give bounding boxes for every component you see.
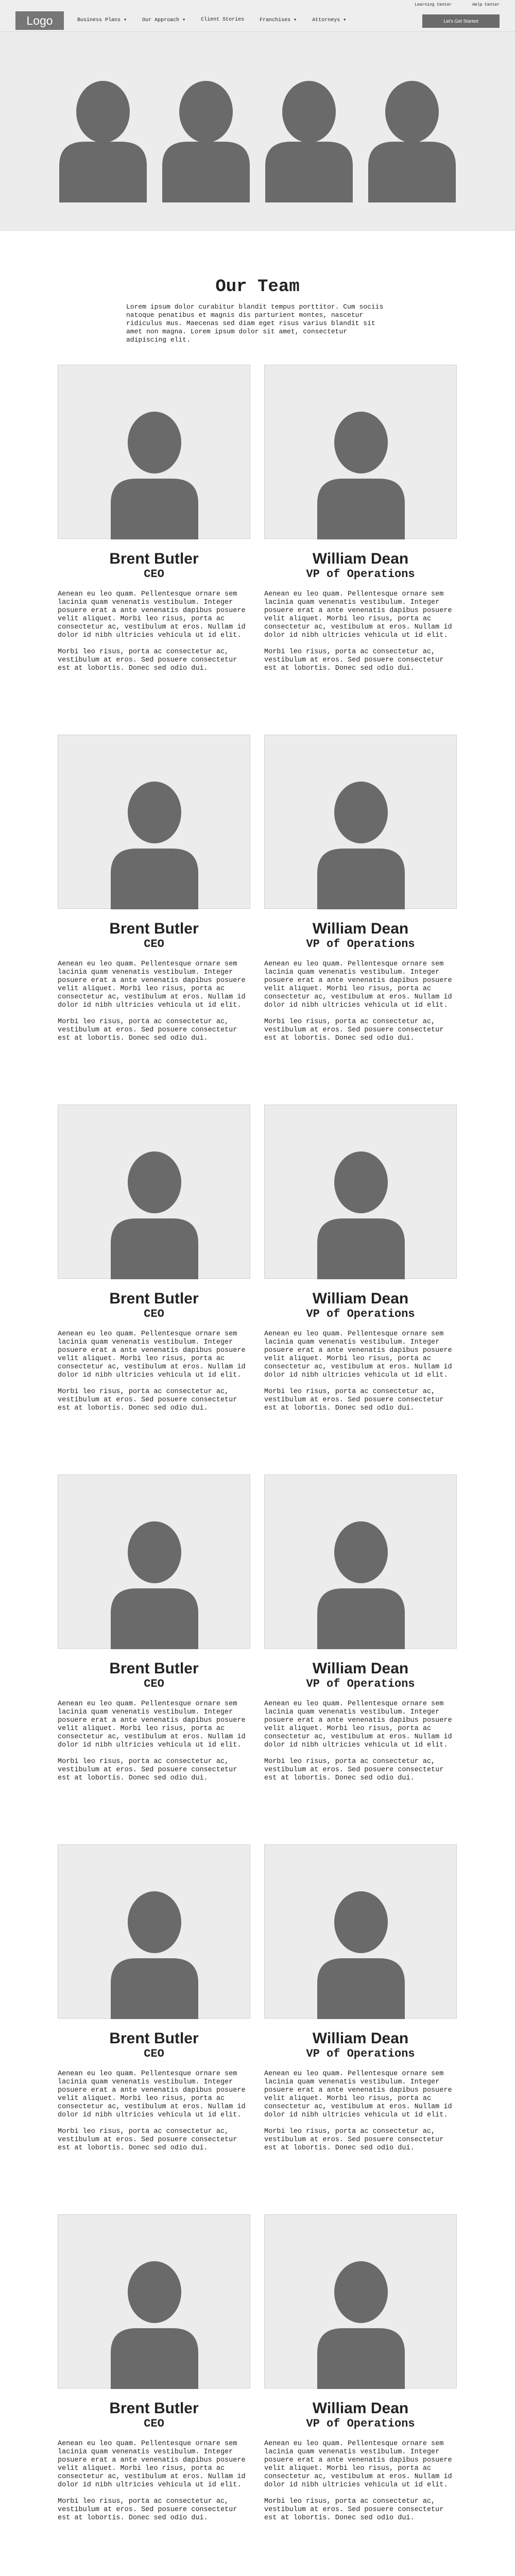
team-row	[0, 1105, 515, 1475]
member-bio	[58, 1330, 250, 1413]
team-member-card	[264, 1475, 457, 1783]
member-bio	[58, 2440, 250, 2522]
team-silhouettes-image	[59, 81, 456, 202]
bio-paragraph: Aenean eu leo quam. Pellentesque ornare sem lacinia quam venenatis vestibulum. Integer posuere erat a ante venenatis dapibus posuere velit aliquet. Morbi leo risus, porta ac consectetur ac, vestibulum at eros. Nullam id dolor id nibh ultricies vehicula ut id elit.	[264, 960, 452, 1009]
page-title: Our Team	[215, 277, 300, 297]
member-role: VP of Operations	[306, 1677, 415, 1690]
team-member-card	[264, 1844, 457, 2153]
member-bio	[58, 960, 250, 1043]
team-row	[0, 365, 515, 735]
member-bio	[264, 2440, 457, 2522]
member-bio	[58, 590, 250, 673]
team-row	[0, 735, 515, 1105]
bio-paragraph: Morbi leo risus, porta ac consectetur ac, vestibulum at eros. Sed posuere consectetur est at lobortis. Donec sed odio dui.	[264, 1388, 444, 1412]
person-body-icon	[368, 142, 456, 202]
hero-banner	[0, 32, 515, 231]
member-name: William Dean	[312, 920, 409, 937]
member-name: William Dean	[312, 1290, 409, 1307]
member-name: Brent Butler	[109, 2030, 199, 2047]
member-bio	[58, 2070, 250, 2153]
team-row	[0, 2214, 515, 2576]
person-silhouette-icon	[58, 1105, 251, 1279]
member-bio	[264, 960, 457, 1043]
bio-paragraph: Aenean eu leo quam. Pellentesque ornare sem lacinia quam venenatis vestibulum. Integer posuere erat a ante venenatis dapibus posuere velit aliquet. Morbi leo risus, porta ac consectetur ac, vestibulum at eros. Nullam id dolor id nibh ultricies vehicula ut id elit.	[58, 2440, 246, 2489]
person-head-icon	[76, 81, 130, 143]
bio-paragraph: Morbi leo risus, porta ac consectetur ac, vestibulum at eros. Sed posuere consectetur est at lobortis. Donec sed odio dui.	[264, 648, 444, 672]
bio-paragraph: Aenean eu leo quam. Pellentesque ornare sem lacinia quam venenatis vestibulum. Integer posuere erat a ante venenatis dapibus posuere velit aliquet. Morbi leo risus, porta ac consectetur ac, vestibulum at eros. Nullam id dolor id nibh ultricies vehicula ut id elit.	[58, 590, 246, 639]
member-role: CEO	[144, 938, 164, 951]
member-photo	[58, 1105, 250, 1279]
member-bio	[58, 1700, 250, 1783]
member-photo	[58, 1475, 250, 1649]
bio-paragraph: Aenean eu leo quam. Pellentesque ornare sem lacinia quam venenatis vestibulum. Integer posuere erat a ante venenatis dapibus posuere velit aliquet. Morbi leo risus, porta ac consectetur ac, vestibulum at eros. Nullam id dolor id nibh ultricies vehicula ut id elit.	[58, 960, 246, 1009]
bio-paragraph: Aenean eu leo quam. Pellentesque ornare sem lacinia quam venenatis vestibulum. Integer posuere erat a ante venenatis dapibus posuere velit aliquet. Morbi leo risus, porta ac consectetur ac, vestibulum at eros. Nullam id dolor id nibh ultricies vehicula ut id elit.	[58, 2070, 246, 2119]
nav-client-stories[interactable]	[201, 17, 244, 23]
member-name: William Dean	[312, 550, 409, 567]
nav-our-approach[interactable]	[142, 17, 185, 23]
intro-text: Lorem ipsum dolor curabitur blandit tempus porttitor. Cum sociis natoque penatibus et magnis dis parturient montes, nascetur ridiculus mus. Maecenas sed diam eget risus varius blandit sit amet non magna. Lorem ipsum dolor sit amet, consectetur adipiscing elit.	[126, 303, 384, 344]
nav-label: Our Approach	[142, 18, 180, 23]
member-photo	[264, 1475, 457, 1649]
person-silhouette-icon	[265, 1845, 457, 2019]
bio-paragraph: Morbi leo risus, porta ac consectetur ac, vestibulum at eros. Sed posuere consectetur est at lobortis. Donec sed odio dui.	[58, 648, 237, 672]
member-name: William Dean	[312, 2400, 409, 2417]
bio-paragraph: Aenean eu leo quam. Pellentesque ornare sem lacinia quam venenatis vestibulum. Integer posuere erat a ante venenatis dapibus posuere velit aliquet. Morbi leo risus, porta ac consectetur ac, vestibulum at eros. Nullam id dolor id nibh ultricies vehicula ut id elit.	[264, 2440, 452, 2489]
person-silhouette-icon	[265, 365, 457, 539]
person-silhouette-icon	[265, 1475, 457, 1649]
member-photo	[264, 735, 457, 909]
team-row	[0, 1844, 515, 2214]
member-photo	[264, 1844, 457, 2019]
member-bio	[264, 590, 457, 673]
utility-links	[415, 3, 500, 7]
member-photo	[58, 365, 250, 539]
person-silhouette-icon	[265, 2215, 457, 2389]
bio-paragraph: Aenean eu leo quam. Pellentesque ornare sem lacinia quam venenatis vestibulum. Integer posuere erat a ante venenatis dapibus posuere velit aliquet. Morbi leo risus, porta ac consectetur ac, vestibulum at eros. Nullam id dolor id nibh ultricies vehicula ut id elit.	[58, 1330, 246, 1379]
site-header	[0, 0, 515, 32]
nav-label: Client Stories	[201, 17, 245, 23]
person-head-icon	[385, 81, 439, 143]
bio-paragraph: Morbi leo risus, porta ac consectetur ac, vestibulum at eros. Sed posuere consectetur est at lobortis. Donec sed odio dui.	[58, 1758, 237, 1782]
main-nav	[77, 17, 362, 23]
member-name: Brent Butler	[109, 550, 199, 567]
member-role: VP of Operations	[306, 568, 415, 581]
bio-paragraph: Aenean eu leo quam. Pellentesque ornare sem lacinia quam venenatis vestibulum. Integer posuere erat a ante venenatis dapibus posuere velit aliquet. Morbi leo risus, porta ac consectetur ac, vestibulum at eros. Nullam id dolor id nibh ultricies vehicula ut id elit.	[264, 1700, 452, 1749]
team-member-card	[58, 735, 250, 1043]
person-body-icon	[162, 142, 250, 202]
team-member-card	[58, 1844, 250, 2153]
team-member-card	[264, 1105, 457, 1413]
nav-franchises[interactable]	[260, 17, 297, 23]
person-silhouette-icon	[58, 365, 251, 539]
team-row	[0, 1475, 515, 1844]
member-role: CEO	[144, 568, 164, 581]
chevron-down-icon: ▾	[124, 18, 127, 23]
member-role: VP of Operations	[306, 1308, 415, 1320]
chevron-down-icon: ▾	[343, 18, 347, 23]
site-logo[interactable]: Logo	[15, 11, 64, 30]
bio-paragraph: Morbi leo risus, porta ac consectetur ac, vestibulum at eros. Sed posuere consectetur est at lobortis. Donec sed odio dui.	[58, 2128, 237, 2152]
member-photo	[58, 1844, 250, 2019]
person-silhouette-icon	[265, 1105, 457, 1279]
team-intro	[0, 231, 515, 365]
member-photo	[264, 1105, 457, 1279]
nav-label: Franchises	[260, 18, 291, 23]
bio-paragraph: Aenean eu leo quam. Pellentesque ornare sem lacinia quam venenatis vestibulum. Integer posuere erat a ante venenatis dapibus posuere velit aliquet. Morbi leo risus, porta ac consectetur ac, vestibulum at eros. Nullam id dolor id nibh ultricies vehicula ut id elit.	[264, 2070, 452, 2119]
person-silhouette-icon	[265, 735, 457, 909]
nav-label: Business Plans	[77, 18, 121, 23]
bio-paragraph: Morbi leo risus, porta ac consectetur ac, vestibulum at eros. Sed posuere consectetur est at lobortis. Donec sed odio dui.	[264, 2498, 444, 2522]
bio-paragraph: Morbi leo risus, porta ac consectetur ac, vestibulum at eros. Sed posuere consectetur est at lobortis. Donec sed odio dui.	[264, 1018, 444, 1042]
bio-paragraph: Aenean eu leo quam. Pellentesque ornare sem lacinia quam venenatis vestibulum. Integer posuere erat a ante venenatis dapibus posuere velit aliquet. Morbi leo risus, porta ac consectetur ac, vestibulum at eros. Nullam id dolor id nibh ultricies vehicula ut id elit.	[264, 590, 452, 639]
member-photo	[58, 735, 250, 909]
team-member-card	[264, 365, 457, 673]
chevron-down-icon: ▾	[182, 18, 186, 23]
person-body-icon	[59, 142, 147, 202]
member-photo	[58, 2214, 250, 2388]
member-name: Brent Butler	[109, 2400, 199, 2417]
chevron-down-icon: ▾	[294, 18, 297, 23]
person-silhouette-icon	[58, 735, 251, 909]
member-role: CEO	[144, 1677, 164, 1690]
bio-paragraph: Morbi leo risus, porta ac consectetur ac, vestibulum at eros. Sed posuere consectetur est at lobortis. Donec sed odio dui.	[264, 2128, 444, 2152]
member-role: VP of Operations	[306, 938, 415, 951]
member-role: CEO	[144, 1308, 164, 1320]
member-photo	[264, 365, 457, 539]
team-member-card	[58, 2214, 250, 2522]
member-role: CEO	[144, 2047, 164, 2060]
member-name: William Dean	[312, 1660, 409, 1677]
member-bio	[264, 1330, 457, 1413]
member-bio	[264, 1700, 457, 1783]
team-member-card	[264, 735, 457, 1043]
member-name: William Dean	[312, 2030, 409, 2047]
person-body-icon	[265, 142, 353, 202]
team-member-card	[264, 2214, 457, 2522]
nav-attorneys[interactable]	[312, 17, 346, 23]
learning-center-link[interactable]: Learning Center	[415, 3, 452, 7]
member-role: CEO	[144, 2417, 164, 2430]
get-started-button[interactable]: Let's Get Started	[422, 14, 500, 28]
help-center-link[interactable]: Help Center	[472, 3, 500, 7]
person-silhouette-icon	[58, 1475, 251, 1649]
team-grid	[0, 365, 515, 2576]
team-member-card	[58, 365, 250, 673]
member-name: Brent Butler	[109, 920, 199, 937]
member-name: Brent Butler	[109, 1660, 199, 1677]
member-role: VP of Operations	[306, 2047, 415, 2060]
nav-business-plans[interactable]	[77, 17, 127, 23]
bio-paragraph: Aenean eu leo quam. Pellentesque ornare sem lacinia quam venenatis vestibulum. Integer posuere erat a ante venenatis dapibus posuere velit aliquet. Morbi leo risus, porta ac consectetur ac, vestibulum at eros. Nullam id dolor id nibh ultricies vehicula ut id elit.	[264, 1330, 452, 1379]
bio-paragraph: Morbi leo risus, porta ac consectetur ac, vestibulum at eros. Sed posuere consectetur est at lobortis. Donec sed odio dui.	[58, 2498, 237, 2522]
bio-paragraph: Aenean eu leo quam. Pellentesque ornare sem lacinia quam venenatis vestibulum. Integer posuere erat a ante venenatis dapibus posuere velit aliquet. Morbi leo risus, porta ac consectetur ac, vestibulum at eros. Nullam id dolor id nibh ultricies vehicula ut id elit.	[58, 1700, 246, 1749]
person-silhouette-icon	[58, 2215, 251, 2389]
person-silhouette-icon	[58, 1845, 251, 2019]
member-bio	[264, 2070, 457, 2153]
member-photo	[264, 2214, 457, 2388]
member-name: Brent Butler	[109, 1290, 199, 1307]
bio-paragraph: Morbi leo risus, porta ac consectetur ac, vestibulum at eros. Sed posuere consectetur est at lobortis. Donec sed odio dui.	[58, 1018, 237, 1042]
person-head-icon	[179, 81, 233, 143]
member-role: VP of Operations	[306, 2417, 415, 2430]
nav-label: Attorneys	[312, 18, 340, 23]
bio-paragraph: Morbi leo risus, porta ac consectetur ac, vestibulum at eros. Sed posuere consectetur est at lobortis. Donec sed odio dui.	[264, 1758, 444, 1782]
bio-paragraph: Morbi leo risus, porta ac consectetur ac, vestibulum at eros. Sed posuere consectetur est at lobortis. Donec sed odio dui.	[58, 1388, 237, 1412]
team-member-card	[58, 1475, 250, 1783]
team-member-card	[58, 1105, 250, 1413]
person-head-icon	[282, 81, 336, 143]
